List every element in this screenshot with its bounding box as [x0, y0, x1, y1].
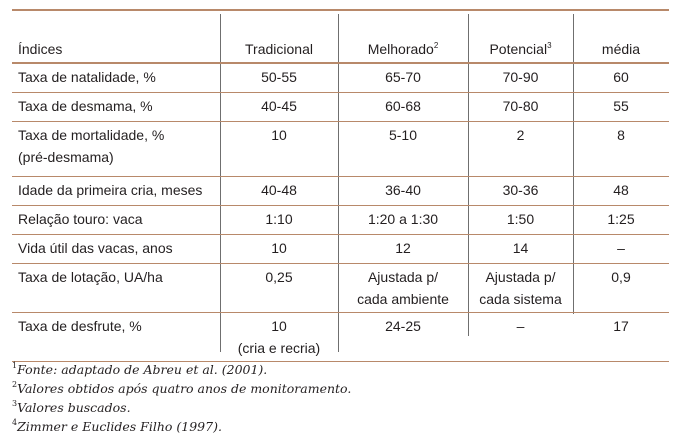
footnote-number: 1 [12, 361, 18, 370]
header-potencial: Potencial$^3$ [489, 41, 552, 57]
table-row [12, 235, 669, 264]
table-cell [338, 313, 468, 362]
cell-line: 24-25 [385, 318, 421, 334]
cell-line: cada ambiente [357, 291, 449, 307]
footnote-ref: 3 [547, 41, 552, 50]
footnote-number: 4 [12, 418, 18, 427]
cell-line: – [516, 318, 525, 334]
row-label [12, 313, 220, 362]
footnote-ref: 2 [433, 41, 439, 50]
footnote-text: Valores buscados. [17, 400, 131, 415]
cell-line: 60 [613, 69, 629, 85]
cell-line: 1:20 a 1:30 [367, 211, 439, 227]
row-label [12, 122, 220, 177]
cell-line: 10 [271, 127, 287, 143]
table-row [12, 122, 669, 177]
table-cell [468, 63, 573, 93]
row-label [12, 177, 220, 206]
footnote [12, 360, 351, 379]
cell-line: 0,25 [265, 269, 293, 285]
cell-line: 60-68 [385, 98, 421, 114]
cell-line: 5-10 [388, 127, 418, 143]
table-row [12, 206, 669, 235]
table-cell [573, 93, 669, 122]
cell-line: 12 [395, 240, 411, 256]
table-cell [468, 206, 573, 235]
table-cell [468, 177, 573, 206]
header-row [12, 38, 669, 63]
table-row [12, 264, 669, 313]
row-label-line: Taxa de desfrute, % [18, 318, 142, 334]
cell-line: 0,9 [611, 269, 631, 285]
cell-line: cada sistema [479, 291, 562, 307]
table-cell [220, 122, 338, 177]
table-row [12, 93, 669, 122]
footnote [12, 398, 351, 417]
table-cell [573, 235, 669, 264]
cell-line: 1:10 [265, 211, 293, 227]
table-row [12, 313, 669, 362]
cell-line: 36-40 [385, 182, 421, 198]
table-cell [573, 63, 669, 93]
table-cell [573, 177, 669, 206]
table-cell [468, 264, 573, 313]
table-cell [220, 264, 338, 313]
table-body [12, 63, 669, 362]
cell-line: 2 [516, 127, 525, 143]
indices-table [12, 38, 669, 362]
row-label-line: Taxa de mortalidade, % [18, 127, 165, 143]
header-melhorado: Melhorado$^2$ [367, 41, 439, 57]
row-label-line: Taxa de lotação, UA/ha [18, 269, 163, 285]
cell-line: 17 [613, 318, 629, 334]
table-cell [468, 235, 573, 264]
table-cell [338, 177, 468, 206]
footnote-text: Valores obtidos após quatro anos de monitoramento. [17, 381, 352, 396]
table-cell [220, 63, 338, 93]
footnote-number: 2 [12, 380, 18, 389]
cell-line: 40-48 [261, 182, 297, 198]
table-cell [573, 206, 669, 235]
cell-line: – [617, 240, 625, 256]
row-label-line: (pré-desmama) [18, 149, 114, 165]
cell-line: Ajustada p/ [367, 269, 439, 285]
table-cell [468, 313, 573, 362]
table-cell [573, 264, 669, 313]
header-media: média [601, 41, 641, 57]
table-cell [220, 206, 338, 235]
header-tradicional: Tradicional [245, 41, 313, 57]
row-label [12, 63, 220, 93]
table-cell [220, 177, 338, 206]
top-rule [12, 9, 669, 11]
cell-line: 10 [271, 240, 287, 256]
row-label-line: Taxa de desmama, % [18, 98, 153, 114]
footnote [12, 379, 351, 398]
table-header [12, 38, 669, 63]
row-label [12, 206, 220, 235]
table-cell [573, 122, 669, 177]
table-cell [220, 235, 338, 264]
table-row [12, 63, 669, 93]
cell-line: 1:50 [506, 211, 535, 227]
table-cell [573, 313, 669, 362]
cell-line: 70-80 [502, 98, 539, 114]
cell-line: 70-90 [502, 69, 539, 85]
table-cell [468, 93, 573, 122]
cell-line: 55 [613, 98, 629, 114]
table-cell [338, 63, 468, 93]
table-cell [220, 313, 338, 362]
footnote-number: 3 [12, 399, 18, 408]
table-cell [220, 93, 338, 122]
row-label [12, 264, 220, 313]
row-label [12, 235, 220, 264]
table-cell [338, 235, 468, 264]
row-label [12, 93, 220, 122]
table-cell [338, 264, 468, 313]
cell-line: 10 [271, 318, 287, 334]
row-label-line: Relação touro: vaca [18, 211, 143, 227]
cell-line: 30-36 [502, 182, 539, 198]
footnote-text: Zimmer e Euclides Filho (1997). [17, 419, 222, 434]
cell-line: 1:25 [607, 211, 635, 227]
cell-line: 40-45 [261, 98, 297, 114]
table-cell [468, 122, 573, 177]
cell-line: 65-70 [385, 69, 421, 85]
table-row [12, 177, 669, 206]
footnote [12, 417, 351, 436]
cell-line: Ajustada p/ [485, 269, 556, 285]
cell-line: 48 [613, 182, 629, 198]
cell-line: 50-55 [261, 69, 297, 85]
footnotes [12, 360, 351, 436]
table-cell [338, 206, 468, 235]
cell-line: 8 [617, 127, 625, 143]
row-label-line: Taxa de natalidade, % [18, 69, 156, 85]
table-cell [338, 122, 468, 177]
cell-line: 14 [512, 240, 529, 256]
header-indices: Índices [18, 41, 63, 57]
row-label-line: Vida útil das vacas, anos [18, 240, 173, 256]
cell-line: (cria e recria) [237, 340, 321, 356]
table-cell [338, 93, 468, 122]
footnote-text: Fonte: adaptado de Abreu et al. (2001). [17, 362, 268, 377]
row-label-line: Idade da primeira cria, meses [18, 182, 203, 198]
